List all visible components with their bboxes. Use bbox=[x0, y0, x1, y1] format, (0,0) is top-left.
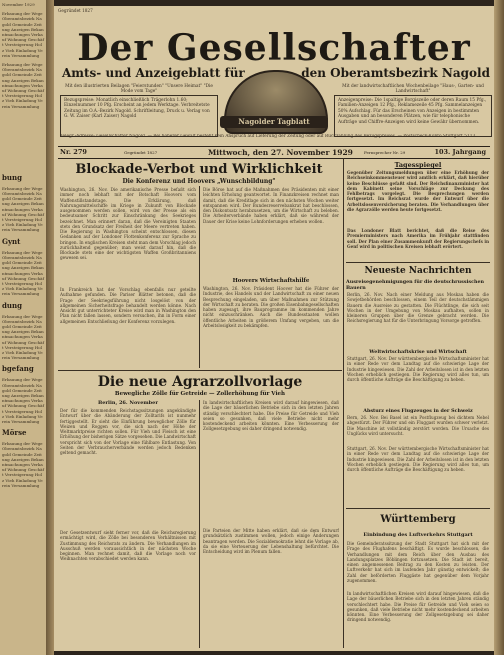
section-rule bbox=[346, 508, 490, 509]
main-article-subtitle: Die Konferenz und Hoovers „Wunschbildung" bbox=[122, 178, 276, 185]
tagesspiegel-text: Gegenüber Zeitungsmeldungen über eine Erhöhung der Reichseinkommensteuer wird amtlich erklärt, daß hierüber keine Beschlüsse gefaßt sind. Der Reichsfinanzminister hat dem Kabinett seine Vorschläge zur Deckung des Fehlbetrags vorgelegt. Die Besprechungen werden fortgesetzt. Im Reichsrat wurde der Entwurf über die Arbeitslosenversicherung beraten. Die Verhandlungen über die Agrarzölle werden heute fortgesetzt. bbox=[347, 170, 489, 212]
prev-page-text: Erbauung der Wege Oberamtsbezirk Nagold Gemeinde Zeitung Anzeigen Bekanntmachungen Verkauf Wohnung Geschäft Versteigerung Holz Vieh Einladung Verein Versammlung bbox=[2, 377, 45, 424]
agrar-text-col1b: Der Gesetzentwurf sieht ferner vor, daß die Reichsregierung ermächtigt wird, die Zölle bei besonderen Verhältnissen mit Zustimmung des Reichsrats zu ändern. Die Verhandlungen im Ausschuß werden voraussichtlich in der nächsten Woche beginnen. Man rechnet damit, daß die Vorlage noch vor Weihnachten verabschiedet werden kann. bbox=[60, 530, 196, 562]
masthead-subtitle-left: Amts- und Anzeigeblatt für bbox=[62, 66, 245, 80]
prev-page-heading: Mörse bbox=[2, 428, 27, 438]
column-rule-right bbox=[343, 158, 344, 648]
prev-page-heading: bgefang bbox=[2, 364, 34, 374]
agrar-article-subtitle: Bewegliche Zölle für Getreide — Zollerhöhung für Vieh bbox=[114, 391, 286, 397]
main-article-text-col2: Die Börse hat auf die Maßnahmen des Präsidenten mit einer leichten Erholung geantwortet. In Finanzkreisen rechnet man damit, daß die Kreditlage sich in den nächsten Wochen weiter entspannen wird. Der Bundesreservebankrat hat beschlossen, den Diskontsatz herabzusetzen, um die Wirtschaft zu beleben. Die Arbeiterverbände haben erklärt, daß sie während der Dauer der Krise keine Lohnforderungen erheben wollen. bbox=[203, 187, 339, 224]
prev-page-text: Erbauung der Wege Oberamtsbezirk Nagold Gemeinde Zeitung Anzeigen Bekanntmachungen Verkauf Wohnung Geschäft Versteigerung Holz Vieh Einladung Verein Versammlung bbox=[2, 11, 45, 58]
wuerttemberg-text-b: In landwirtschaftlichen Kreisen wird darauf hingewiesen, daß die Lage der bäuerlichen Betriebe sich in den letzten Jahren ständig verschlechtert habe. Die Preise für Getreide und Vieh seien so gesunken, daß viele Betriebe nicht mehr kostendeckend arbeiten könnten. Eine Verbesserung der Zollgesetzgebung sei daher dringend notwendig. bbox=[347, 591, 489, 623]
prev-page-heading: dung bbox=[2, 300, 22, 310]
prev-page-text: Erbauung der Wege Oberamtsbezirk Nagold Gemeinde Zeitung Anzeigen Bekanntmachungen Verkauf Wohnung Geschäft Versteigerung Holz Vieh Einladung Verein Versammlung bbox=[2, 185, 45, 233]
dateline-note-right: Fernsprecher Nr. 29 bbox=[364, 150, 406, 155]
news-text-1: Berlin, 26. Nov. Nach einer Meldung aus Moskau haben die Sowjetbehörden beschlossen, einem Teil der deutschstämmigen Bauern die Ausreise zu gestatten. Die Flüchtlinge, die sich seit Wochen in der Umgebung von Moskau aufhalten, sollen in kleineren Gruppen über die Grenze gebracht werden. Die Reichsregierung hat für die Unterbringung Vorsorge getroffen. bbox=[347, 292, 489, 324]
news-text-3b: Stuttgart, 26. Nov. Der württembergische Wirtschaftsminister hat in einer Rede vor dem Landtag auf die schwierige Lage der Industrie hingewiesen. Die Zahl der Arbeitslosen ist in den letzten Wochen erheblich gestiegen. Die Regierung wird alles tun, um durch öffentliche Aufträge die Beschäftigung zu heben. bbox=[347, 446, 489, 472]
previous-page-strip bbox=[0, 0, 46, 655]
section-rule bbox=[346, 262, 490, 263]
news-title: Neueste Nachrichten bbox=[364, 266, 472, 276]
dateline-note-left: Gegründet 1827 bbox=[124, 150, 158, 155]
tagesspiegel-title: Tagesspiegel bbox=[394, 161, 442, 169]
prev-page-text: Erbauung der Wege Oberamtsbezirk Nagold Gemeinde Zeitung Anzeigen Bekanntmachungen Verkauf Wohnung Geschäft Versteigerung Holz Vieh Einladung Verein Versammlung bbox=[2, 313, 45, 361]
tagesspiegel-text-b: Das Londoner Blatt berichtet, daß die Reise des Premierministers nach Amerika im Frühjahr stattfinden soll. Der Plan einer Zusammenkunft der Regierungschefs in Genf wird in politischen Kreisen lebhaft erörtert. bbox=[347, 228, 489, 249]
prev-page-text: Erbauung der Wege Oberamtsbezirk Nagold Gemeinde Zeitung Anzeigen Bekanntmachungen Verkauf Wohnung Geschäft Versteigerung Holz Vieh Einladung Verein Versammlung bbox=[2, 62, 45, 109]
wuerttemberg-subheading: Einbindung des Luftverkehrs Stuttgart bbox=[363, 532, 473, 538]
agrar-text-col2: In landwirtschaftlichen Kreisen wird darauf hingewiesen, daß die Lage der bäuerlichen Betriebe sich in den letzten Jahren ständig verschlechtert habe. Die Preise für Getreide und Vieh seien so gesunken, daß viele Betriebe nicht mehr kostendeckend arbeiten könnten. Eine Verbesserung der Zollgesetzgebung sei daher dringend notwendig. bbox=[203, 400, 339, 432]
dateline-bar bbox=[58, 146, 490, 159]
top-line: Gegründet 1827 bbox=[58, 8, 93, 13]
emblem-banner: Nagolder Tagblatt bbox=[220, 116, 328, 128]
section-rule bbox=[58, 370, 342, 371]
masthead-supplements-right: Mit der landwirtschaftlichen Wochenbeilage "Haus-, Garten- und Landwirtschaft" bbox=[342, 84, 484, 95]
agrar-article-title: Die neue Agrarzollvorlage bbox=[97, 374, 303, 390]
wuerttemberg-text: Die Gemeinderatssitzung der Stadt Stuttgart hat sich mit der Frage des Flughafens beschäftigt. Es wurde beschlossen, die Verhandlungen mit dem Reich über den Ausbau des Landungsplatzes Böblingen fortzusetzen. Die Stadt ist bereit, einen angemessenen Beitrag zu den Kosten zu leisten. Der Luftverkehr hat sich im laufenden Jahr günstig entwickelt; die Zahl der beförderten Fluggäste hat gegenüber dem Vorjahr zugenommen. bbox=[347, 541, 489, 583]
agrar-text-col2b: Die Parteien der Mitte haben erklärt, daß sie dem Entwurf grundsätzlich zustimmen wollen, jedoch einige Änderungen beantragen werden. Die Sozialdemokratie lehnt die Vorlage ab, da sie eine Verteuerung der Lebenshaltung befürchtet. Die Entscheidung wird im Plenum fallen. bbox=[203, 528, 339, 554]
page-edge bbox=[494, 0, 504, 655]
news-subheading-2: Weltwirtschaftskrise und Wirtschaft bbox=[369, 349, 467, 355]
prev-page-text: Erbauung der Wege Oberamtsbezirk Nagold Gemeinde Zeitung Anzeigen Bekanntmachungen Verkauf Wohnung Geschäft Versteigerung Holz Vieh Einladung Verein Versammlung bbox=[2, 441, 45, 488]
agrar-text-col1: Der für die kommenden Reichstagssitzungen angekündigte Entwurf über die Abänderung der Zolltarifs ist nunmehr fertiggestellt. Er sieht die Einführung beweglicher Zölle für Weizen und Roggen vor, die sich nach der Höhe der Weltmarktpreise richten sollen. Für Vieh und Fleisch ist eine Erhöhung der bisherigen Sätze vorgesehen. Die Landwirtschaft verspricht sich von der Vorlage eine fühlbare Entlastung. Von Seiten der Verbraucherverbände werden jedoch Bedenken geltend gemacht. bbox=[60, 408, 196, 455]
news-subheading-1: Ausreisegenehmigungen für die deutschrussischen Bauern bbox=[346, 279, 485, 291]
column-rule bbox=[199, 400, 200, 648]
main-article-text-col2b: Washington, 26. Nov. Präsident Hoover hat die Führer der Industrie, des Handels und der Landwirtschaft zu einer neuen Besprechung eingeladen, um über Maßnahmen zur Stützung der Wirtschaft zu beraten. Die großen Eisenbahngesellschaften haben zugesagt, ihre Bauprogramme im kommenden Jahre nicht einzuschränken. Auch die Bundesstaaten wollen öffentliche Arbeiten in größerem Umfang vergeben, um die Arbeitslosigkeit zu bekämpfen. bbox=[203, 286, 339, 328]
main-article-title: Blockade-Verbot und Wirklichkeit bbox=[75, 162, 323, 177]
main-article-text-col1b: In Frankreich hat der Vorschlag ebenfalls nur geteilte Aufnahme gefunden. Die Pariser Blätter betonen, daß die Frage der Seekriegsführung nicht losgelöst von der allgemeinen Sicherheitsfrage behandelt werden könne. Nach Ansicht gut unterrichteter Kreise wird man in Washington den Plan nicht fallen lassen, sondern versuchen, ihn in Form einer allgemeinen Entschließung der Konferenz vorzulegen. bbox=[60, 287, 196, 324]
prev-page-heading: bung bbox=[2, 172, 22, 182]
issue-date: Mittwoch, den 27. November 1929 bbox=[208, 148, 353, 157]
news-text-2: Stuttgart, 26. Nov. Der württembergische Wirtschaftsminister hat in einer Rede vor dem Landtag auf die schwierige Lage der Industrie hingewiesen. Die Zahl der Arbeitslosen ist in den letzten Wochen erheblich gestiegen. Die Regierung wird alles tun, um durch öffentliche Aufträge die Beschäftigung zu heben. bbox=[347, 356, 489, 382]
issue-number: Nr. 279 bbox=[60, 148, 87, 156]
subscription-box: Bezugspreise: Monatlich einschließlich Trägerlohn 1.60; Einzelnummer 10 Pfg. Erscheint an jedem Werktage. Verbreitetste Zeitung im O.A.-Bezirk Nagold. Schriftleitung, Druck u. Verlag von G. W. Zaiser (Karl Zaiser) Nagold bbox=[60, 95, 218, 137]
masthead-subtitle-right: den Oberamtsbezirk Nagold bbox=[301, 66, 490, 80]
prev-page-date: November 1929 bbox=[2, 2, 35, 7]
column-rule bbox=[199, 186, 200, 368]
ad-prices-box: Anzeigenpreise: Die 1spaltige Borgiszeile oder deren Raum 15 Pfg., Familien-Anzeigen 12 Pfg., Reklamezeile 45 Pfg. Sammelanzeigen 50% Aufschlag. Für das Erscheinen von Anzeigen in bestimmten Ausgaben und an besonderen Plätzen, wie für telephonische Aufträge und Chiffre-Anzeigen wird keine Gewähr übernommen. bbox=[334, 95, 492, 137]
volume-year: 103. Jahrgang bbox=[434, 148, 486, 156]
masthead-title: Der Gesellschafter bbox=[77, 27, 471, 69]
prev-page-text: Erbauung der Wege Oberamtsbezirk Nagold Gemeinde Zeitung Anzeigen Bekanntmachungen Verkauf Wohnung Geschäft Versteigerung Holz Vieh Einladung Verein Versammlung bbox=[2, 249, 45, 297]
wuerttemberg-title: Württemberg bbox=[380, 514, 456, 525]
masthead-supplements-left: Mit den illustrierten Beilagen "Feierstunden" "Unsere Heimat" "Die Mode vom Tage" bbox=[65, 84, 213, 95]
prev-page-heading: Gynt bbox=[2, 236, 21, 246]
newspaper-page bbox=[54, 6, 494, 651]
news-subheading-3: Absturz eines Flugzeuges in der Schweiz bbox=[363, 408, 473, 414]
agrar-dateline: Berlin, 26. November bbox=[98, 400, 158, 406]
news-text-3: Bern, 26. Nov. Bei Basel ist ein Postflugzeug bei dichtem Nebel abgestürzt. Der Führer und ein Fluggast wurden schwer verletzt. Die Maschine ist vollständig zerstört worden. Die Ursache des Unglücks wird untersucht. bbox=[347, 415, 489, 436]
main-article-subheading: Hoovers Wirtschaftshilfe bbox=[232, 278, 310, 284]
main-article-text-col1: Washington, 26. Nov. Die amerikanische Presse befaßt sich immer noch lebhaft mit der Botschaft Hoovers vom Waffenstillstandstage. Die Erklärung, daß Nahrungsmittelschiffe im Kriege in Zukunft von Blockade ausgenommen werden sollen, wird von der Presse als ein bedeutsamer Schritt zur Einschränkung des Seekrieges bezeichnet. Man erinnert daran, daß die Vereinigten Staaten stets den Grundsatz der Freiheit der Meere vertreten haben. Die Regierung in Washington scheint entschlossen, diesen Gedanken auf der Londoner Flottenkonferenz zur Sprache zu bringen. In englischen Kreisen steht man dem Vorschlag jedoch zurückhaltend gegenüber; man weist darauf hin, daß die Blockade stets eine der wichtigsten Waffen Großbritanniens gewesen sei. bbox=[60, 187, 196, 261]
book-gutter bbox=[46, 0, 54, 655]
telegram-address-line: Telegr.-Adresse: Gesellschafter Nagold. — Bei höherer Gewalt besteht kein Anspruch auf Lieferung der Zeitung oder auf Rückzahlung des Bezugspreises. — Postscheck-Konto Stuttgart 5113 bbox=[60, 134, 476, 139]
